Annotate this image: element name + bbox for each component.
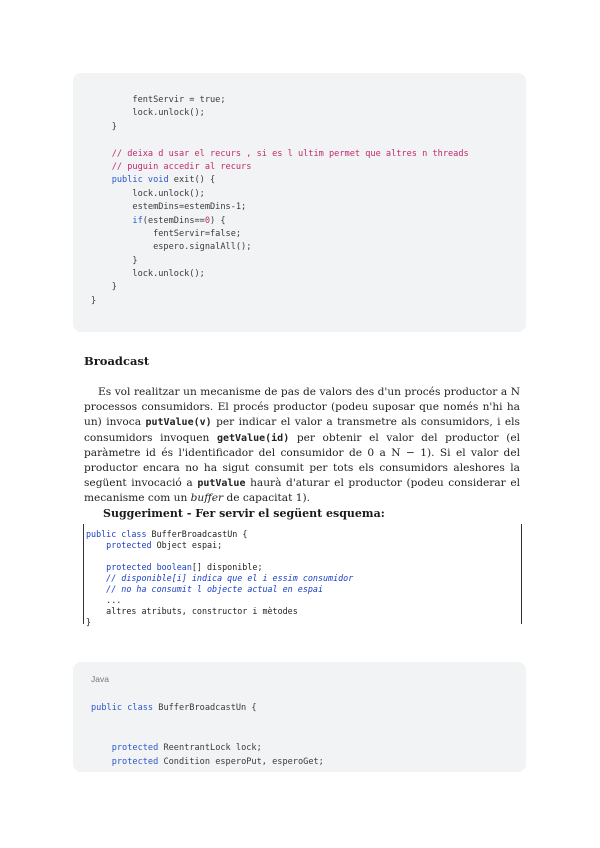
code-token: protected <box>111 743 159 754</box>
code-token: // no ha consumit l objecte actual en espai <box>86 584 323 594</box>
section-heading: Broadcast <box>84 354 150 368</box>
code-token: protected <box>106 540 152 550</box>
code-token: } <box>91 121 117 132</box>
code-token: ... <box>86 595 122 605</box>
code-token: } <box>91 295 97 306</box>
code-line <box>91 215 526 228</box>
code-line <box>86 529 521 540</box>
text-part: per indicar el valor a transmetre als consumidors, i els consumidors invoquen <box>84 416 520 444</box>
code-line <box>91 756 526 769</box>
code-line <box>91 241 526 254</box>
problem-description <box>84 385 520 507</box>
code-lines <box>91 702 526 769</box>
code-token: public class <box>86 529 147 539</box>
code-line <box>91 201 526 214</box>
code-line <box>91 94 526 107</box>
text-part: haurà d'aturar el productor (podeu considerar el mecanisme com un <box>84 477 520 505</box>
code-token <box>91 216 132 226</box>
code-line <box>86 573 521 584</box>
code-token <box>86 540 106 550</box>
code-token: Condition esperoPut, esperoGet; <box>158 756 324 767</box>
code-token: // disponible[i] indica que el i essim consumidor <box>86 573 354 583</box>
code-token: if <box>132 215 143 226</box>
code-line <box>86 540 521 551</box>
code-token: public void <box>111 175 169 186</box>
code-line <box>91 255 526 268</box>
code-line <box>91 702 526 715</box>
code-token: estemDins=estemDins-1; <box>91 202 247 213</box>
text-part: per obtenir el valor del productor (el paràmetre id és l'identificador del consumidor de 0 a N − 1). Si el valor del productor encara no ha sigut consumit per tots els consumidors aleshores la següent invocació a <box>84 431 520 490</box>
code-line <box>91 729 526 742</box>
code-token: [] disponible; <box>191 562 263 572</box>
code-token: fentServir = true; <box>91 95 226 105</box>
code-line <box>91 295 526 308</box>
code-token: BufferBroadcastUn { <box>146 529 248 539</box>
code-token: // deixa d usar el recurs , si es l ultim permet que altres n threads <box>91 148 469 159</box>
code-line <box>86 584 521 595</box>
code-token: public class <box>91 703 154 713</box>
language-label: Java <box>91 674 109 684</box>
text-part: de capacitat 1). <box>223 492 310 505</box>
code-token <box>91 175 112 185</box>
code-token: lock.unlock(); <box>91 108 205 119</box>
code-line <box>91 134 526 147</box>
code-token: 0 <box>204 215 211 226</box>
inline-code: putValue <box>197 478 246 490</box>
code-token: } <box>91 282 117 293</box>
code-line <box>86 617 521 628</box>
code-token: BufferBroadcastUn { <box>153 703 257 713</box>
code-token: } <box>91 255 138 266</box>
code-line <box>86 562 521 573</box>
code-token: ) { <box>210 215 226 226</box>
code-block-2 <box>73 662 526 772</box>
code-line <box>86 606 521 617</box>
code-line <box>91 188 526 201</box>
code-token: protected boolean <box>106 562 192 572</box>
code-token <box>91 757 112 767</box>
code-block-1 <box>73 73 526 332</box>
code-token: lock.unlock(); <box>91 269 205 280</box>
code-line <box>86 595 521 606</box>
code-token: espero.signalAll(); <box>91 242 252 253</box>
suggestion-line: Suggeriment - Fer servir el següent esquema: <box>103 507 385 520</box>
code-line <box>86 551 521 562</box>
code-line <box>91 107 526 120</box>
code-token: lock.unlock(); <box>91 188 205 199</box>
code-token: // puguin accedir al recurs <box>91 161 252 172</box>
code-token: ReentrantLock lock; <box>158 743 262 754</box>
code-line <box>91 268 526 281</box>
code-token: exit() { <box>168 175 216 186</box>
code-line <box>91 742 526 755</box>
code-token <box>91 743 112 753</box>
inline-code: getValue(id) <box>216 432 290 444</box>
scheme-code-box <box>83 524 522 627</box>
inline-code: putValue(v) <box>145 417 212 429</box>
code-token: Object espai; <box>151 540 223 550</box>
code-token: protected <box>111 756 159 767</box>
code-line <box>91 121 526 134</box>
code-token <box>86 562 106 572</box>
code-line <box>91 228 526 241</box>
code-line <box>91 174 526 187</box>
text-part: Es vol realitzar un mecanisme de pas de valors des d'un procés productor a N processos consumidors. El procés productor (podeu suposar que només n'hi ha un) invoca <box>84 386 520 429</box>
code-token: altres atributs, constructor i mètodes <box>86 606 298 616</box>
code-line <box>91 281 526 294</box>
code-token: (estemDins== <box>142 215 205 226</box>
code-token: } <box>86 617 92 627</box>
code-line <box>91 161 526 174</box>
code-token: fentServir=false; <box>91 228 242 239</box>
code-line <box>91 715 526 728</box>
emphasis: buffer <box>190 492 224 505</box>
code-line <box>91 148 526 161</box>
